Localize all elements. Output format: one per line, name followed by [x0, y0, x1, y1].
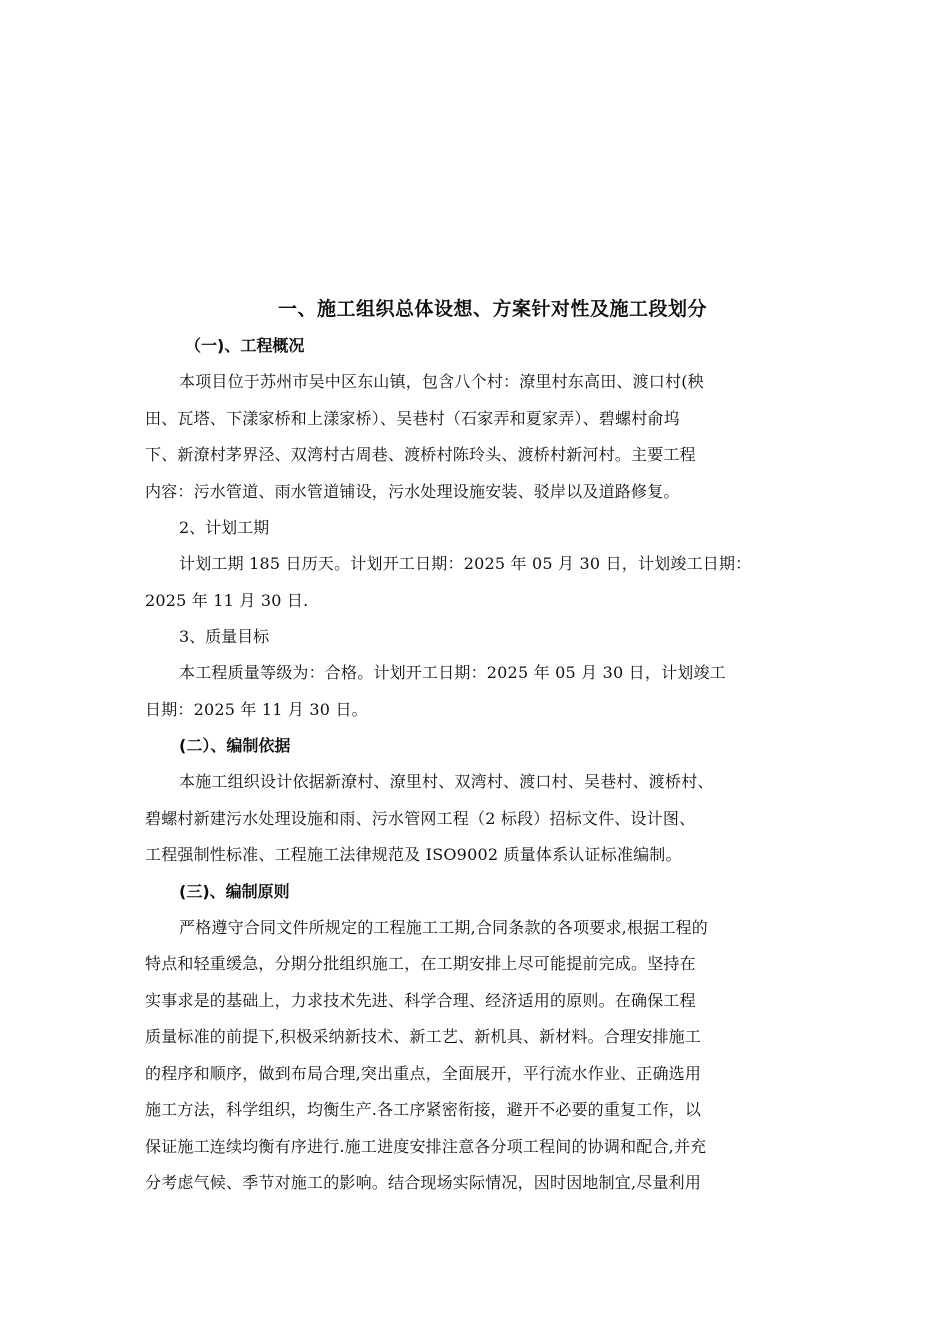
text-line: 特点和轻重缓急，分期分批组织施工，在工期安排上尽可能提前完成。坚持在	[145, 954, 696, 973]
text-line: 日期：2025 年 11 月 30 日。	[145, 699, 368, 719]
text-line: 的程序和顺序，做到布局合理,突出重点，全面展开，平行流水作业、正确选用	[145, 1063, 702, 1083]
document-body	[145, 290, 810, 1202]
section-heading-principles: (三)、编制原则	[179, 881, 290, 901]
text-line: 实事求是的基础上，力求技术先进、科学合理、经济适用的原则。在确保工程	[145, 990, 696, 1010]
paragraph-principles	[145, 910, 810, 1202]
subheading-quality: 3、质量目标	[179, 627, 270, 646]
paragraph-schedule	[145, 546, 810, 619]
text-line: 本项目位于苏州市吴中区东山镇，包含八个村：潦里村东高田、渡口村(秧	[179, 372, 704, 391]
text-line: 施工方法，科学组织，均衡生产.各工序紧密衔接，避开不必要的重复工作，以	[145, 1100, 702, 1119]
paragraph-basis	[145, 764, 810, 874]
text-line: 严格遵守合同文件所规定的工程施工工期,合同条款的各项要求,根据工程的	[179, 917, 708, 937]
section-heading-basis: (二）、编制依据	[179, 736, 291, 755]
subheading-schedule: 2、计划工期	[179, 518, 270, 537]
paragraph-quality	[145, 655, 810, 728]
text-line: 碧螺村新建污水处理设施和雨、污水管网工程（2 标段）招标文件、设计图、	[145, 808, 696, 828]
text-line: 内容：污水管道、雨水管道铺设，污水处理设施安装、驳岸以及道路修复。	[145, 481, 680, 501]
text-line: 下、新潦村茅界泾、双湾村古周巷、渡桥村陈玲头、渡桥村新河村。主要工程	[145, 445, 696, 464]
text-line: 分考虑气候、季节对施工的影响。结合现场实际情况，因时因地制宜,尽量利用	[145, 1173, 702, 1192]
text-line: 计划工期 185 日历天。计划开工日期：2025 年 05 月 30 日，计划竣工日期：	[179, 554, 752, 573]
text-line: 本施工组织设计依据新潦村、潦里村、双湾村、渡口村、吴巷村、渡桥村、	[179, 772, 714, 791]
text-line: 田、瓦塔、下漾家桥和上漾家桥）、吴巷村（石家弄和夏家弄）、碧螺村俞坞	[145, 408, 680, 428]
text-line: 质量标准的前提下,积极采纳新技术、新工艺、新机具、新材料。合理安排施工	[145, 1027, 702, 1046]
document-title: 一、施工组织总体设想、方案针对性及施工段划分	[277, 298, 707, 320]
text-line: 2025 年 11 月 30 日.	[145, 590, 309, 610]
section-heading-overview: （一)、工程概况	[185, 336, 305, 355]
paragraph-overview	[145, 364, 810, 510]
text-line: 本工程质量等级为：合格。计划开工日期：2025 年 05 月 30 日，计划竣工	[179, 663, 726, 682]
text-line: 工程强制性标准、工程施工法律规范及 ISO9002 质量体系认证标准编制。	[145, 845, 682, 864]
text-line: 保证施工连续均衡有序进行.施工进度安排注意各分项工程间的协调和配合,并充	[145, 1136, 707, 1156]
